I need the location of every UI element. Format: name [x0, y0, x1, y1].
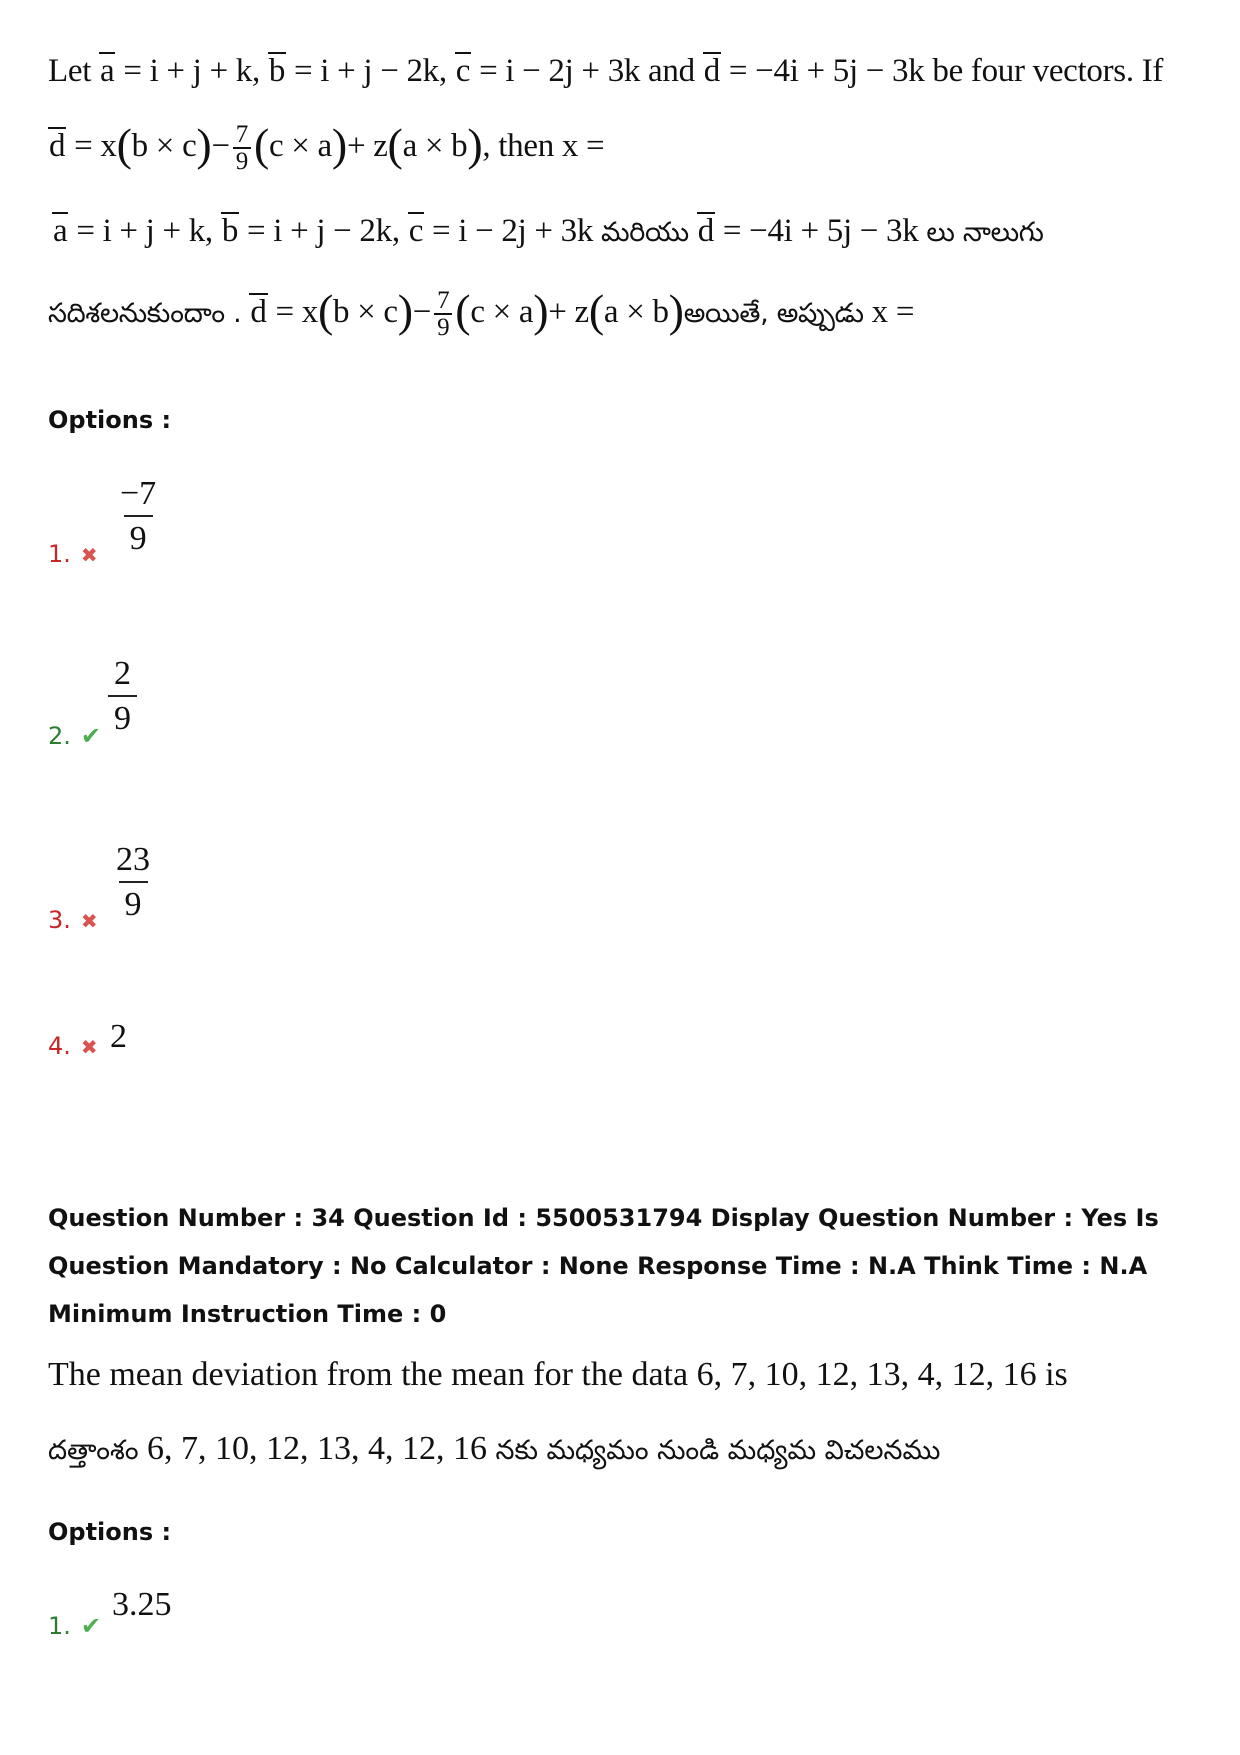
q1-option-4-value: 2: [110, 1018, 127, 1055]
fraction-7-9: $\frac{7}{9}$: [233, 122, 251, 174]
q2-meta: Question Number : 34 Question Id : 5500531794 Display Question Number : Yes Is Question Mandatory : No Calculator : None Response Time : N.A Think Time : N.A Minimum Instruction Time : 0: [48, 1204, 1159, 1328]
q2-english-text: The mean deviation from the mean for the data 6, 7, 10, 12, 13, 4, 12, 16 is: [48, 1356, 1068, 1393]
q1-option-1-value: $\frac{-7}{9}$: [120, 475, 157, 558]
q2-option-1-value: 3.25: [112, 1586, 172, 1623]
q1-english-line2: d = x(b × c)− $\frac{7}{9}$ (c × a)+ z(a × b), then x =: [49, 119, 605, 176]
cross-icon: ✖: [80, 911, 98, 933]
q1-option-3[interactable]: 3. ✖: [48, 906, 98, 934]
check-icon: ✔: [80, 724, 102, 750]
q1-option-2[interactable]: 2. ✔: [48, 722, 102, 750]
q1-options-label: Options :: [48, 406, 172, 434]
check-icon: ✔: [80, 1614, 102, 1640]
q1-option-2-value: $\frac{2}{9}$: [108, 654, 137, 738]
q2-telugu-text: దత్తాంశం 6, 7, 10, 12, 13, 4, 12, 16 నకు మధ్యమం నుండి మధ్యమ విచలనము: [48, 1430, 941, 1467]
cross-icon: ✖: [80, 1037, 98, 1059]
cross-icon: ✖: [80, 545, 98, 567]
q1-telugu-line2: సదిశలనుకుందాం . d = x(b × c)− $\frac{7}{9}$ (c × a)+ z(a × b)అయితే, అప్పుడు x =: [48, 285, 915, 342]
fraction-7-9: $\frac{7}{9}$: [434, 288, 452, 340]
q1-english-line1: Let a = i + j + k, b = i + j − 2k, c = i − 2j + 3k and d = −4i + 5j − 3k be four vectors. If: [48, 53, 1164, 89]
q2-options-label: Options :: [48, 1518, 172, 1546]
q1-telugu-line1: a = i + j + k, b = i + j − 2k, c = i − 2j + 3k మరియు d = −4i + 5j − 3k లు నాలుగు: [53, 213, 1044, 249]
q1-option-3-value: $\frac{23}{9}$: [116, 841, 150, 924]
q1-option-4[interactable]: 4. ✖: [48, 1032, 98, 1060]
q1-option-1[interactable]: 1. ✖: [48, 540, 98, 568]
q2-option-1[interactable]: 1. ✔: [48, 1612, 102, 1640]
